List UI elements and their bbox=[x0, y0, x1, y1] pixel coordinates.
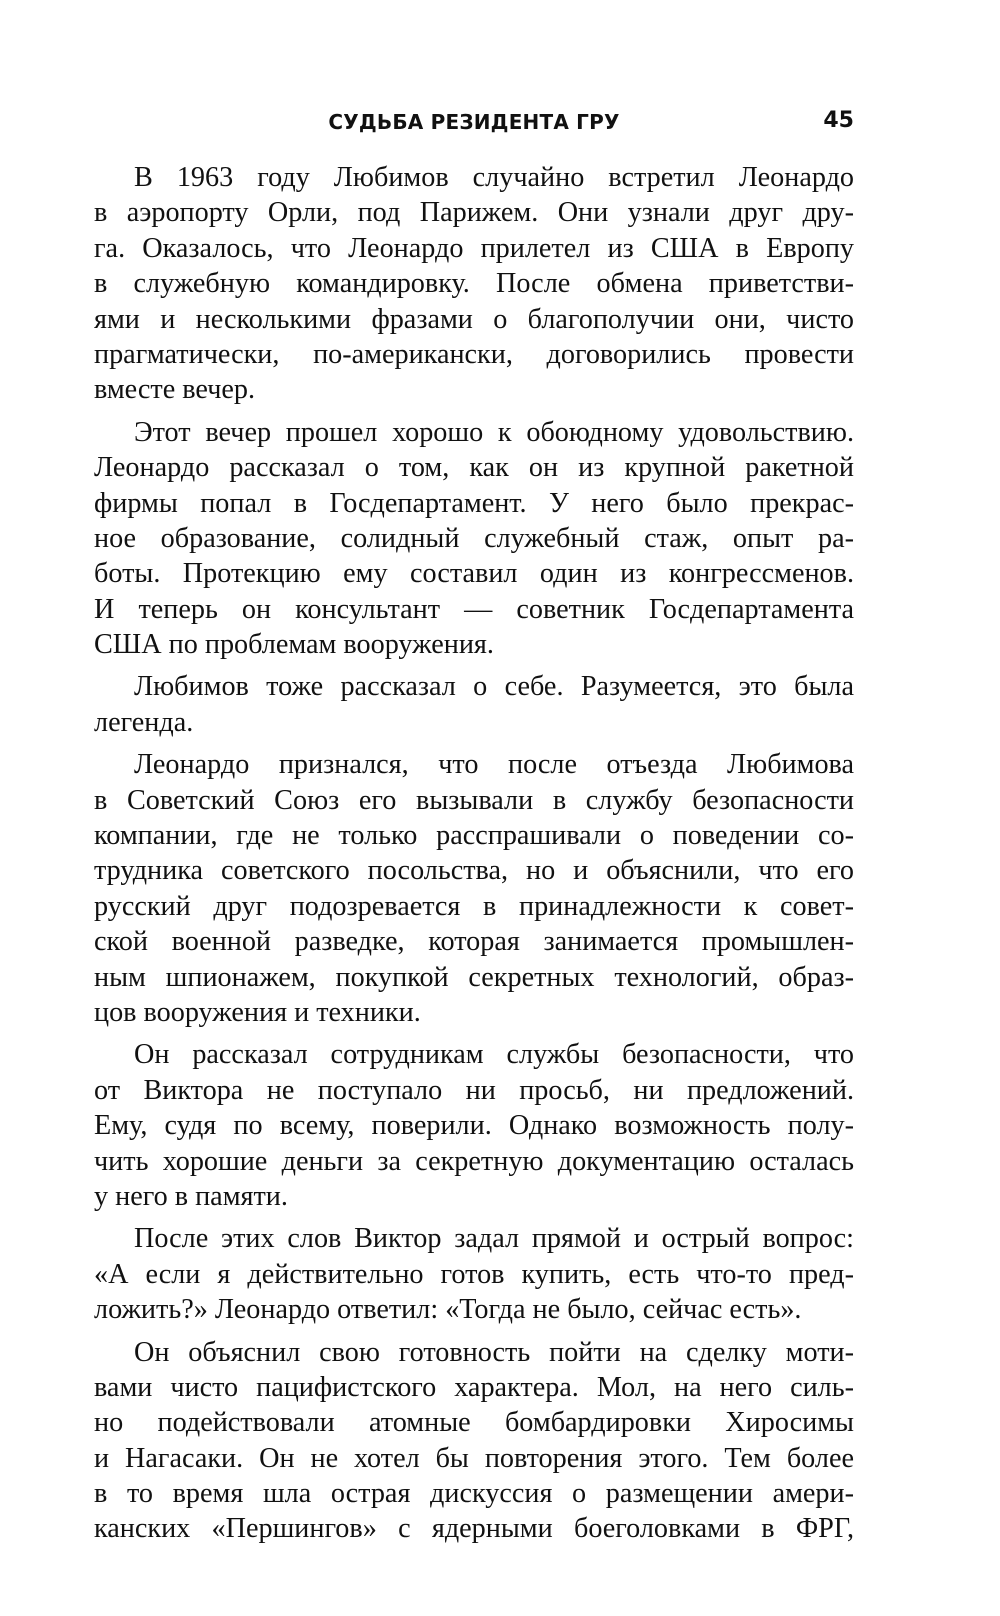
text-line: «А если я действительно готов купить, есть что-то пред- bbox=[94, 1258, 854, 1290]
paragraph bbox=[94, 669, 854, 740]
text-line: ложить?» Леонардо ответил: «Тогда не было, сейчас есть». bbox=[94, 1294, 802, 1326]
text-line: боты. Протекцию ему составил один из конгрессменов. bbox=[94, 558, 854, 590]
text-line: Леонардо признался, что после отъезда Любимова bbox=[134, 749, 854, 781]
text-line: Он рассказал сотрудникам службы безопасности, что bbox=[134, 1039, 854, 1071]
text-line: Этот вечер прошел хорошо к обоюдному удовольствию. bbox=[134, 416, 854, 448]
text-line: чить хорошие деньги за секретную документацию осталась bbox=[94, 1145, 854, 1177]
paragraph bbox=[94, 747, 854, 1030]
text-line: прагматически, по-американски, договорились провести bbox=[94, 338, 854, 370]
text-line: трудника советского посольства, но и объяснили, что его bbox=[94, 855, 854, 887]
paragraph bbox=[94, 415, 854, 663]
text-line: русский друг подозревается в принадлежности к совет- bbox=[94, 890, 854, 922]
text-line: вместе вечер. bbox=[94, 374, 256, 406]
text-line: от Виктора не поступало ни просьб, ни предложений. bbox=[94, 1074, 854, 1106]
paragraph bbox=[94, 1335, 854, 1547]
text-line: га. Оказалось, что Леонардо прилетел из США в Европу bbox=[94, 232, 854, 264]
text-line: Ему, судя по всему, поверили. Однако возможность полу- bbox=[94, 1110, 854, 1142]
paragraph bbox=[94, 1221, 854, 1327]
text-line: но подействовали атомные бомбардировки Хиросимы bbox=[94, 1407, 854, 1439]
running-header bbox=[94, 100, 854, 140]
text-line: ным шпионажем, покупкой секретных технологий, образ- bbox=[94, 961, 854, 993]
text-line: легенда. bbox=[94, 706, 194, 738]
text-line: ями и несколькими фразами о благополучии они, чисто bbox=[94, 303, 854, 335]
paragraph bbox=[94, 160, 854, 408]
text-line: цов вооружения и техники. bbox=[94, 996, 421, 1028]
text-line: фирмы попал в Госдепартамент. У него было прекрас- bbox=[94, 487, 854, 519]
text-line: и Нагасаки. Он не хотел бы повторения этого. Тем более bbox=[94, 1442, 854, 1474]
text-line: В 1963 году Любимов случайно встретил Леонардо bbox=[134, 162, 854, 193]
text-line: ской военной разведке, которая занимается промышлен- bbox=[94, 926, 854, 958]
text-line: После этих слов Виктор задал прямой и острый вопрос: bbox=[134, 1223, 854, 1255]
text-line: у него в памяти. bbox=[94, 1180, 288, 1212]
text-line: канских «Першингов» с ядерными боеголовками в ФРГ, bbox=[94, 1513, 854, 1545]
page-number: 45 bbox=[823, 108, 854, 133]
body-text bbox=[94, 160, 854, 1554]
text-line: вами чисто пацифистского характера. Мол, на него силь- bbox=[94, 1371, 854, 1403]
text-line: компании, где не только расспрашивали о поведении со- bbox=[94, 820, 854, 852]
running-title: СУДЬБА РЕЗИДЕНТА ГРУ bbox=[328, 110, 620, 134]
text-line: Леонардо рассказал о том, как он из крупной ракетной bbox=[94, 452, 854, 484]
text-line: в аэропорту Орли, под Парижем. Они узнали друг дру- bbox=[94, 197, 854, 229]
text-line: Любимов тоже рассказал о себе. Разумеется, это была bbox=[134, 671, 854, 703]
paragraph bbox=[94, 1037, 854, 1214]
text-line: в то время шла острая дискуссия о размещении амери- bbox=[94, 1478, 854, 1510]
text-line: США по проблемам вооружения. bbox=[94, 629, 494, 661]
text-line: ное образование, солидный служебный стаж, опыт ра- bbox=[94, 522, 854, 554]
text-line: Он объяснил свою готовность пойти на сделку моти- bbox=[134, 1336, 854, 1368]
text-line: в служебную командировку. После обмена приветстви- bbox=[94, 268, 854, 300]
text-line: И теперь он консультант — советник Госдепартамента bbox=[94, 593, 854, 625]
text-line: в Советский Союз его вызывали в службу безопасности bbox=[94, 784, 854, 816]
